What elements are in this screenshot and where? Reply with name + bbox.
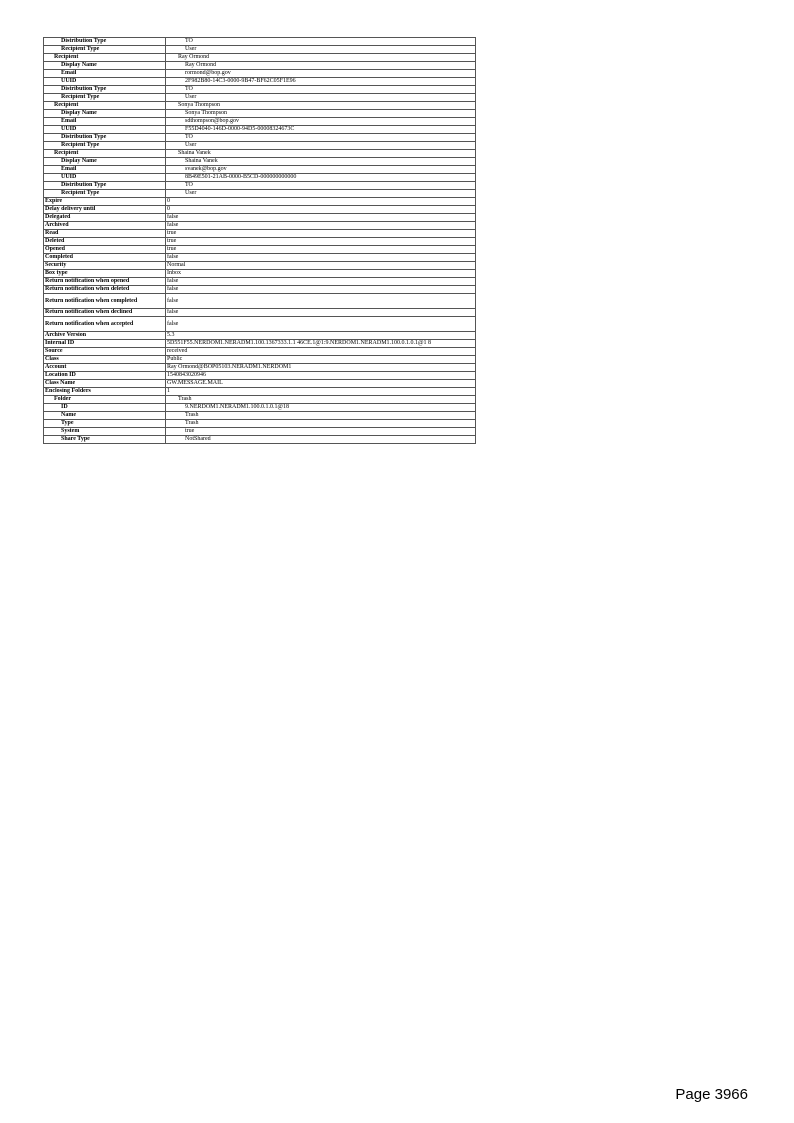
property-value: TO <box>166 134 476 142</box>
property-value: Trash <box>166 396 476 404</box>
property-key: Return notification when completed <box>44 294 166 309</box>
table-row <box>44 94 476 102</box>
property-key: Display Name <box>44 110 166 118</box>
table-row <box>44 174 476 182</box>
property-key: Delegated <box>44 214 166 222</box>
table-row <box>44 317 476 332</box>
table-row <box>44 126 476 134</box>
property-key: Opened <box>44 246 166 254</box>
property-key: Email <box>44 118 166 126</box>
property-value: TO <box>166 86 476 94</box>
property-key: Folder <box>44 396 166 404</box>
property-key: UUID <box>44 78 166 86</box>
property-key: Expire <box>44 198 166 206</box>
property-key: Return notification when deleted <box>44 286 166 294</box>
property-key: Email <box>44 70 166 78</box>
property-value: true <box>166 230 476 238</box>
table-row <box>44 254 476 262</box>
table-row <box>44 388 476 396</box>
table-row <box>44 142 476 150</box>
table-row <box>44 166 476 174</box>
property-value: 5D551F55.NERDOM1.NERADM1.100.1367333.1.1 46CE.1@1:9.NERDOM1.NERADM1.100.0.1.0.1@1 8 <box>166 340 476 348</box>
table-row <box>44 436 476 444</box>
property-key: Display Name <box>44 158 166 166</box>
table-row <box>44 38 476 46</box>
property-key: Source <box>44 348 166 356</box>
property-key: UUID <box>44 126 166 134</box>
property-key: Read <box>44 230 166 238</box>
property-value: F55D4040-146D-0000-94D5-00008324673C <box>166 126 476 134</box>
page-number: Page 3966 <box>675 1086 748 1103</box>
table-row <box>44 348 476 356</box>
property-value: Trash <box>166 420 476 428</box>
property-value: false <box>166 214 476 222</box>
property-value: 1540843020946 <box>166 372 476 380</box>
property-value: Public <box>166 356 476 364</box>
property-key: ID <box>44 404 166 412</box>
table-row <box>44 230 476 238</box>
property-value: svanek@bop.gov <box>166 166 476 174</box>
property-key: Type <box>44 420 166 428</box>
table-row <box>44 198 476 206</box>
property-key: Delay delivery until <box>44 206 166 214</box>
table-row <box>44 380 476 388</box>
property-value: 9.NERDOM1.NERADM1.100.0.1.0.1@18 <box>166 404 476 412</box>
property-key: Distribution Type <box>44 182 166 190</box>
property-key: System <box>44 428 166 436</box>
property-value: NotShared <box>166 436 476 444</box>
table-row <box>44 332 476 340</box>
property-value: User <box>166 46 476 54</box>
table-row <box>44 246 476 254</box>
property-key: Account <box>44 364 166 372</box>
property-value: User <box>166 94 476 102</box>
property-value: Ray Ormond@BOP05103.NERADM1.NERDOM1 <box>166 364 476 372</box>
properties-table <box>43 37 476 444</box>
property-value: rormond@bop.gov <box>166 70 476 78</box>
property-key: Name <box>44 412 166 420</box>
property-key: Archived <box>44 222 166 230</box>
property-value: GW.MESSAGE.MAIL <box>166 380 476 388</box>
table-row <box>44 309 476 317</box>
property-key: Class Name <box>44 380 166 388</box>
property-key: Distribution Type <box>44 134 166 142</box>
property-value: Sonya Thompson <box>166 110 476 118</box>
property-key: Recipient <box>44 54 166 62</box>
property-value: User <box>166 190 476 198</box>
property-key: Distribution Type <box>44 86 166 94</box>
property-value: false <box>166 317 476 332</box>
table-row <box>44 270 476 278</box>
property-value: Sonya Thompson <box>166 102 476 110</box>
property-value: false <box>166 286 476 294</box>
table-row <box>44 238 476 246</box>
property-value: false <box>166 294 476 309</box>
property-key: Class <box>44 356 166 364</box>
table-row <box>44 70 476 78</box>
property-key: Distribution Type <box>44 38 166 46</box>
property-value: Shaina Vanek <box>166 150 476 158</box>
property-key: Archive Version <box>44 332 166 340</box>
property-key: Enclosing Folders <box>44 388 166 396</box>
table-row <box>44 356 476 364</box>
table-row <box>44 118 476 126</box>
table-row <box>44 190 476 198</box>
property-value: 0 <box>166 198 476 206</box>
property-key: Email <box>44 166 166 174</box>
property-value: Ray Ormond <box>166 54 476 62</box>
property-value: TO <box>166 38 476 46</box>
table-row <box>44 150 476 158</box>
table-row <box>44 86 476 94</box>
table-row <box>44 340 476 348</box>
table-row <box>44 404 476 412</box>
property-key: Recipient <box>44 102 166 110</box>
table-row <box>44 420 476 428</box>
property-value: true <box>166 238 476 246</box>
property-value: 1 <box>166 388 476 396</box>
table-row <box>44 428 476 436</box>
property-key: Completed <box>44 254 166 262</box>
property-value: false <box>166 309 476 317</box>
property-key: Return notification when declined <box>44 309 166 317</box>
property-value: received <box>166 348 476 356</box>
property-key: Recipient Type <box>44 190 166 198</box>
property-key: Return notification when opened <box>44 278 166 286</box>
property-value: Normal <box>166 262 476 270</box>
property-value: 0 <box>166 206 476 214</box>
property-value: true <box>166 428 476 436</box>
property-value: 5.3 <box>166 332 476 340</box>
property-value: false <box>166 278 476 286</box>
property-key: Recipient Type <box>44 142 166 150</box>
table-row <box>44 286 476 294</box>
table-row <box>44 396 476 404</box>
table-row <box>44 62 476 70</box>
property-value: false <box>166 222 476 230</box>
property-key: Recipient Type <box>44 94 166 102</box>
table-row <box>44 364 476 372</box>
property-key: Security <box>44 262 166 270</box>
property-key: Location ID <box>44 372 166 380</box>
property-value: User <box>166 142 476 150</box>
table-row <box>44 158 476 166</box>
property-key: Share Type <box>44 436 166 444</box>
property-value: Trash <box>166 412 476 420</box>
property-value: 8B49E501-21AB-0000-B5CD-000000000000 <box>166 174 476 182</box>
property-value: Shaina Vanek <box>166 158 476 166</box>
table-row <box>44 372 476 380</box>
property-key: Deleted <box>44 238 166 246</box>
table-row <box>44 278 476 286</box>
table-row <box>44 102 476 110</box>
table-row <box>44 222 476 230</box>
table-row <box>44 182 476 190</box>
table-row <box>44 262 476 270</box>
table-row <box>44 206 476 214</box>
table-row <box>44 110 476 118</box>
property-key: Recipient <box>44 150 166 158</box>
property-value: TO <box>166 182 476 190</box>
table-row <box>44 54 476 62</box>
table-row <box>44 214 476 222</box>
property-value: false <box>166 254 476 262</box>
table-row <box>44 134 476 142</box>
table-row <box>44 78 476 86</box>
property-key: Box type <box>44 270 166 278</box>
table-row <box>44 412 476 420</box>
table-row <box>44 294 476 309</box>
property-value: Ray Ormond <box>166 62 476 70</box>
property-key: Return notification when accepted <box>44 317 166 332</box>
property-key: Display Name <box>44 62 166 70</box>
property-value: sdthompson@bop.gov <box>166 118 476 126</box>
table-row <box>44 46 476 54</box>
property-key: UUID <box>44 174 166 182</box>
property-value: true <box>166 246 476 254</box>
property-value: 2F982B80-14C3-0000-9B47-BF62C05F1E96 <box>166 78 476 86</box>
property-key: Internal ID <box>44 340 166 348</box>
property-value: Inbox <box>166 270 476 278</box>
property-key: Recipient Type <box>44 46 166 54</box>
